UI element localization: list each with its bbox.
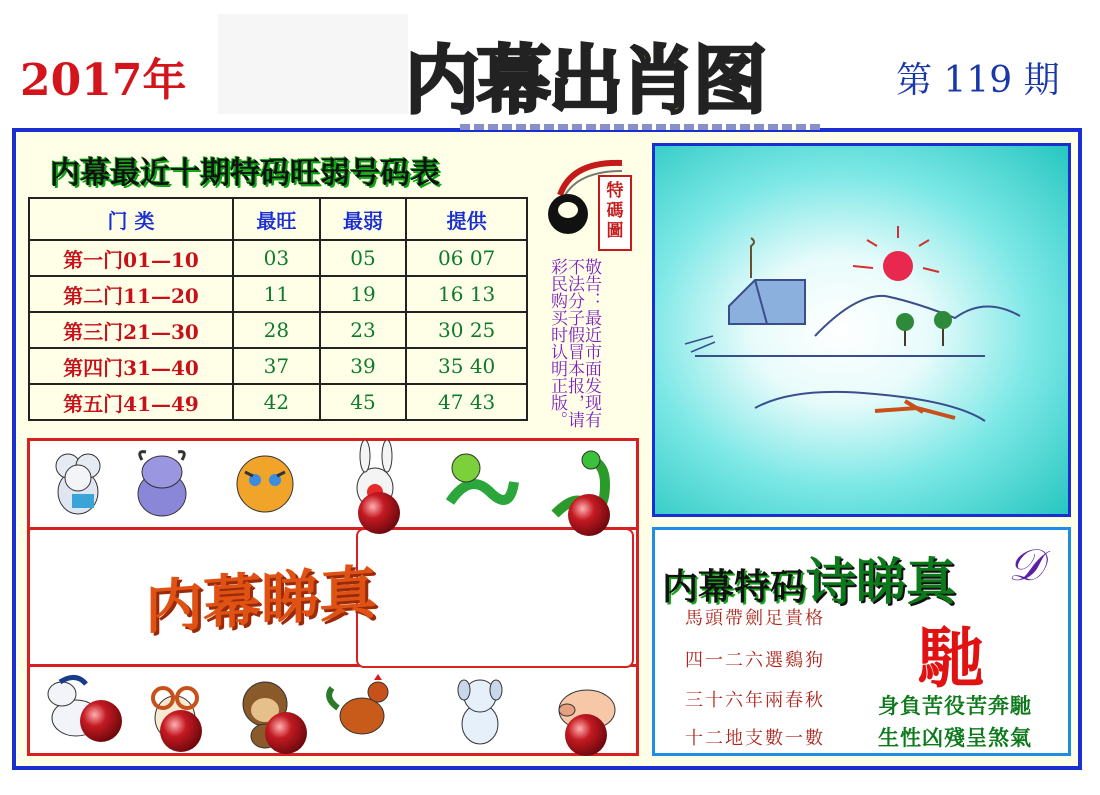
frame-decoration — [460, 124, 820, 130]
table-title: 内幕最近十期特码旺弱号码表 — [50, 156, 440, 191]
marker-ball-icon — [160, 710, 202, 752]
provide-cell: 47 43 — [406, 384, 527, 420]
zodiac-mid-box — [356, 528, 634, 668]
stamp-seal: 特碼圖 — [598, 175, 632, 251]
landscape-drawing — [655, 146, 1068, 514]
dog-icon — [440, 670, 520, 750]
provide-cell: 06 07 — [406, 240, 527, 276]
hot-cell: 42 — [233, 384, 320, 420]
table-row — [29, 348, 527, 384]
title-char: 图 — [693, 38, 765, 124]
marker-ball-icon — [565, 714, 607, 756]
provide-cell: 35 40 — [406, 348, 527, 384]
title-char: 内 — [405, 38, 477, 124]
table-row — [29, 276, 527, 312]
poem-line: 十二地支數一數 — [685, 728, 825, 749]
door-cell: 第三门21—30 — [29, 312, 233, 348]
poem-title-small: 内幕特码 — [662, 567, 807, 608]
marker-ball-icon — [80, 700, 122, 742]
column-header: 最弱 — [320, 198, 407, 240]
table-row — [29, 384, 527, 420]
landscape-illustration — [652, 143, 1071, 517]
poem-answer: 馳 — [918, 620, 984, 697]
rooster-icon — [318, 668, 398, 748]
door-cell: 第一门01—10 — [29, 240, 233, 276]
table-row — [29, 312, 527, 348]
poem-title-big: 诗睇真 — [806, 553, 957, 611]
provide-cell: 30 25 — [406, 312, 527, 348]
zodiac-mid-title: 内幕睇真 — [145, 557, 378, 643]
tiger-icon — [225, 442, 305, 522]
year-label: 2017年 — [20, 55, 187, 106]
door-cell: 第二门11—20 — [29, 276, 233, 312]
door-cell: 第四门31—40 — [29, 348, 233, 384]
marker-ball-icon — [265, 712, 307, 754]
cold-cell: 45 — [320, 384, 407, 420]
poem-line: 馬頭帶劍足貴格 — [685, 608, 825, 629]
number-table — [28, 197, 528, 421]
issue-number: 第 119 期 — [896, 60, 1060, 101]
rat-icon — [38, 442, 118, 522]
marker-ball-icon — [358, 492, 400, 534]
column-header: 最旺 — [233, 198, 320, 240]
column-header: 提供 — [406, 198, 527, 240]
title-char: 出 — [549, 38, 621, 124]
cold-cell: 19 — [320, 276, 407, 312]
title-char: 肖 — [621, 38, 693, 124]
hot-cell: 03 — [233, 240, 320, 276]
poem-hint-line: 生性凶殘呈煞氣 — [878, 726, 1032, 750]
poem-flourish-icon: 𝒟 — [1008, 540, 1044, 591]
provide-cell: 16 13 — [406, 276, 527, 312]
cold-cell: 05 — [320, 240, 407, 276]
title-backdrop — [218, 14, 408, 114]
hot-cell: 28 — [233, 312, 320, 348]
marker-ball-icon — [568, 494, 610, 536]
vertical-notice: 敬告：最近市面发现有不法分子假冒本报，请彩民购买时认明正版。 — [547, 258, 601, 428]
hot-cell: 37 — [233, 348, 320, 384]
title-char: 幕 — [477, 38, 549, 124]
poem-hint-line: 身負苦役苦奔馳 — [878, 694, 1032, 718]
poem-line: 四一二六選鷄狗 — [685, 650, 825, 671]
cold-cell: 23 — [320, 312, 407, 348]
poem-line: 三十六年兩春秋 — [685, 690, 825, 711]
table-header-row — [29, 198, 527, 240]
door-cell: 第五门41—49 — [29, 384, 233, 420]
dragon-icon — [440, 442, 520, 522]
cold-cell: 39 — [320, 348, 407, 384]
column-header: 门 类 — [29, 198, 233, 240]
hot-cell: 11 — [233, 276, 320, 312]
table-row — [29, 240, 527, 276]
page-title — [405, 22, 765, 124]
ox-icon — [122, 442, 202, 522]
stamp-ring-icon — [548, 194, 588, 234]
